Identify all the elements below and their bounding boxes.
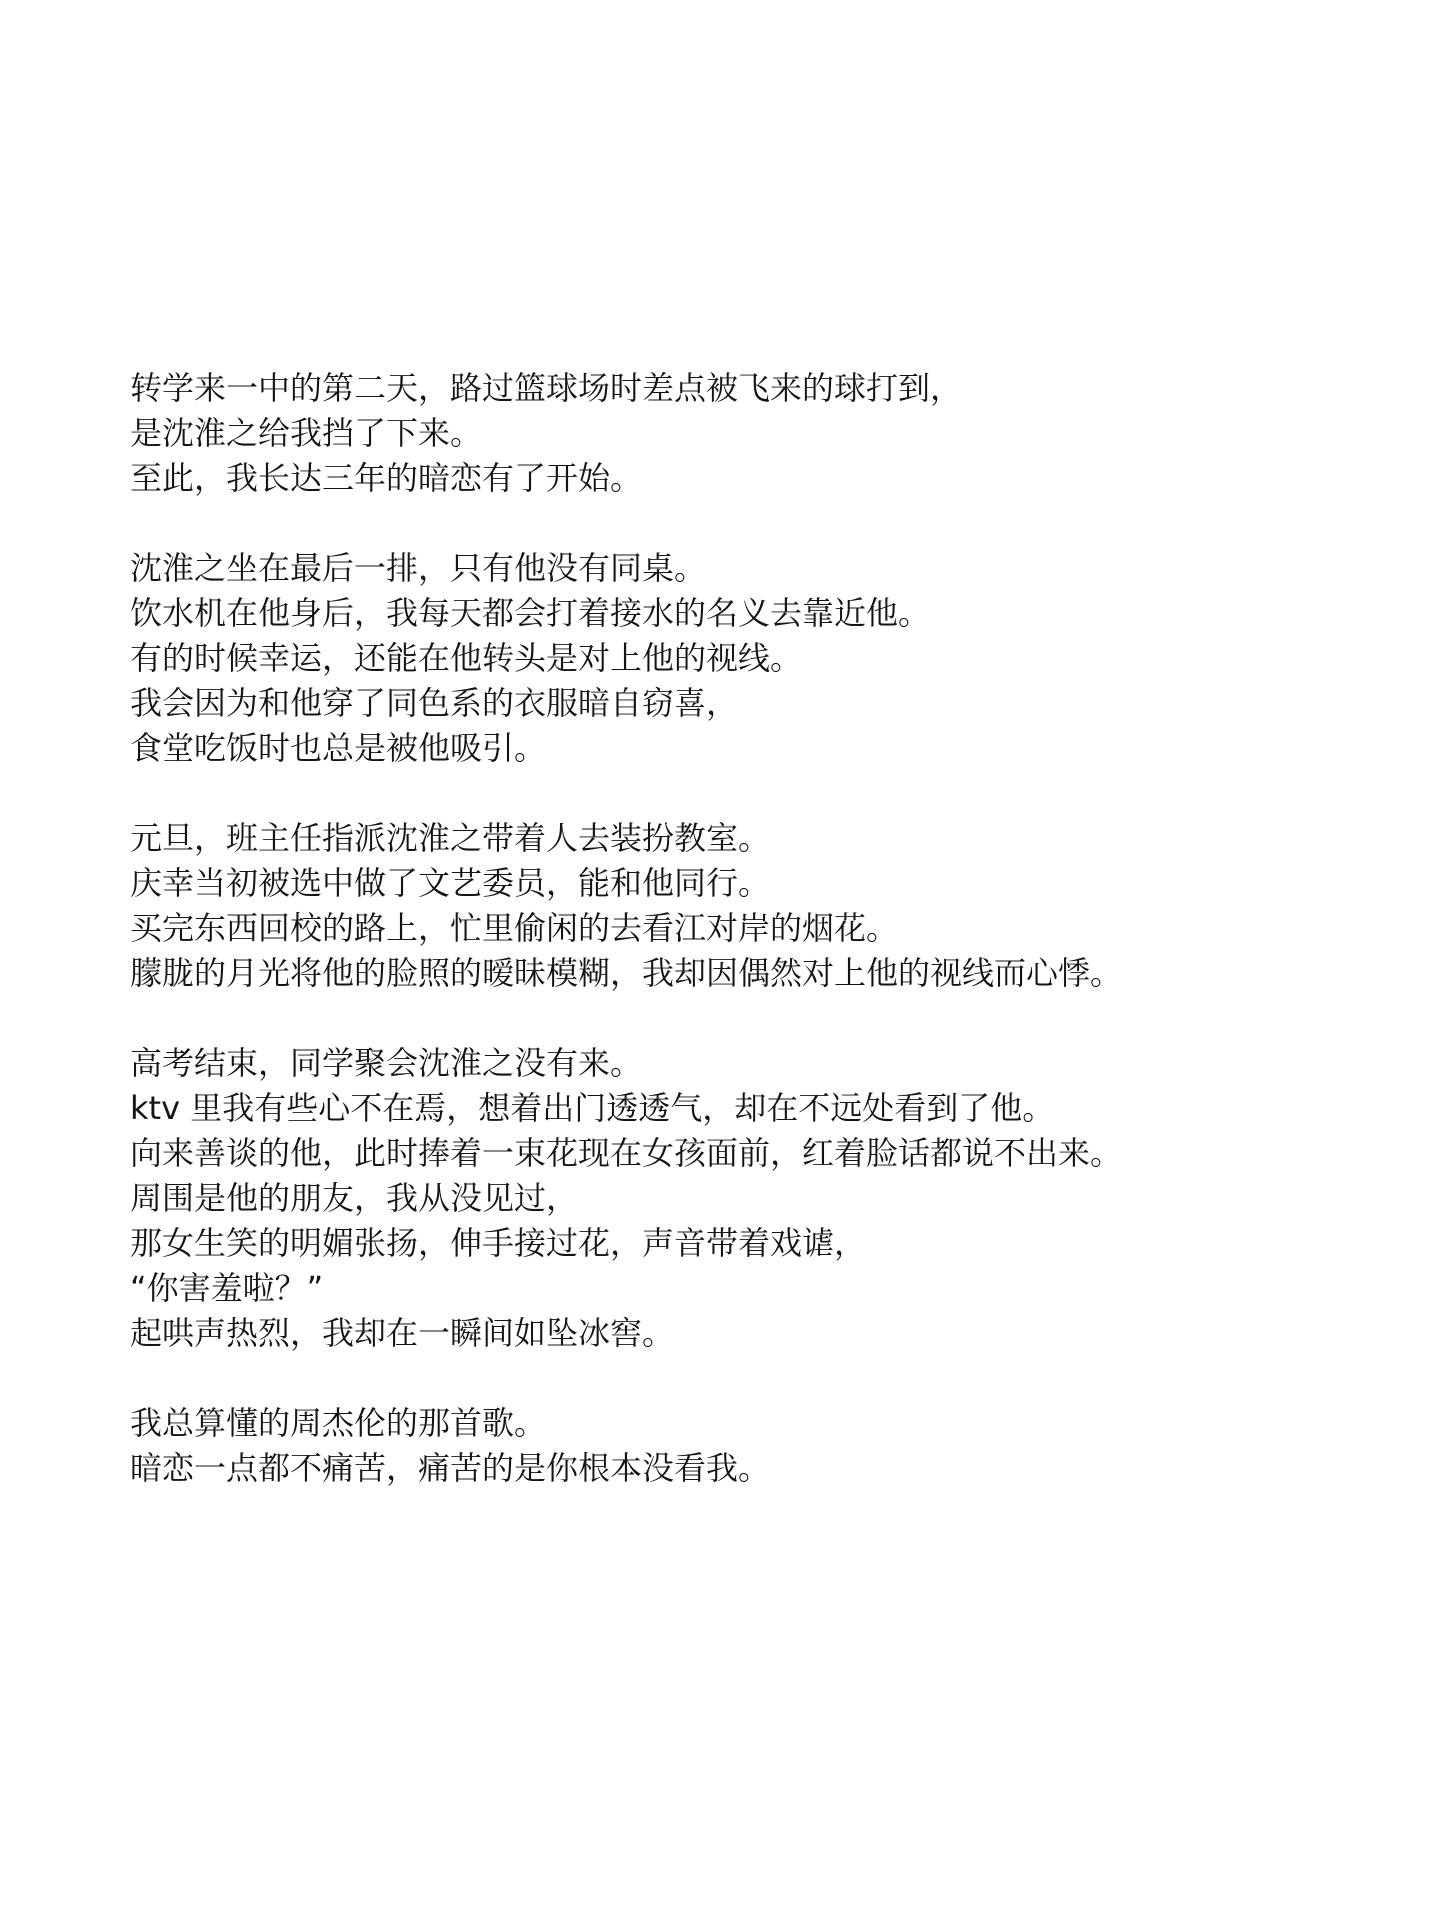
text-line: 是沈淮之给我挡了下来。 [130, 414, 483, 452]
text-line: 饮水机在他身后，我每天都会打着接水的名义去靠近他。 [130, 594, 931, 632]
story-text [130, 366, 1410, 1491]
text-line: 高考结束，同学聚会沈淮之没有来。 [130, 1044, 643, 1082]
paragraph-4 [130, 1041, 1410, 1356]
paragraph-5 [130, 1401, 1410, 1491]
paragraph-2 [130, 546, 1410, 771]
text-line: 那女生笑的明媚张扬，伸手接过花，声音带着戏谑， [130, 1224, 867, 1262]
text-line: 至此，我长达三年的暗恋有了开始。 [130, 459, 643, 497]
text-line: 庆幸当初被选中做了文艺委员，能和他同行。 [130, 864, 771, 902]
text-line: 元旦，班主任指派沈淮之带着人去装扮教室。 [130, 819, 771, 857]
text-line: 向来善谈的他，此时捧着一束花现在女孩面前，红着脸话都说不出来。 [130, 1134, 1123, 1172]
text-line: 我总算懂的周杰伦的那首歌。 [130, 1404, 547, 1442]
text-line: ktv 里我有些心不在焉，想着出门透透气，却在不远处看到了他。 [130, 1089, 1055, 1127]
text-line: 起哄声热烈，我却在一瞬间如坠冰窖。 [130, 1314, 675, 1352]
text-line: 朦胧的月光将他的脸照的暧昧模糊，我却因偶然对上他的视线而心悸。 [130, 954, 1123, 992]
text-line: 有的时候幸运，还能在他转头是对上他的视线。 [130, 639, 803, 677]
text-line: 食堂吃饭时也总是被他吸引。 [130, 729, 547, 767]
text-line: 暗恋一点都不痛苦，痛苦的是你根本没看我。 [130, 1449, 771, 1487]
text-line: 我会因为和他穿了同色系的衣服暗自窃喜， [130, 684, 739, 722]
text-line: 周围是他的朋友，我从没见过， [130, 1179, 579, 1217]
text-line: 转学来一中的第二天，路过篮球场时差点被飞来的球打到， [130, 369, 963, 407]
text-line: “你害羞啦？” [130, 1269, 324, 1307]
text-line: 买完东西回校的路上，忙里偷闲的去看江对岸的烟花。 [130, 909, 899, 947]
paragraph-1 [130, 366, 1410, 501]
text-line: 沈淮之坐在最后一排，只有他没有同桌。 [130, 549, 707, 587]
paragraph-3 [130, 816, 1410, 996]
